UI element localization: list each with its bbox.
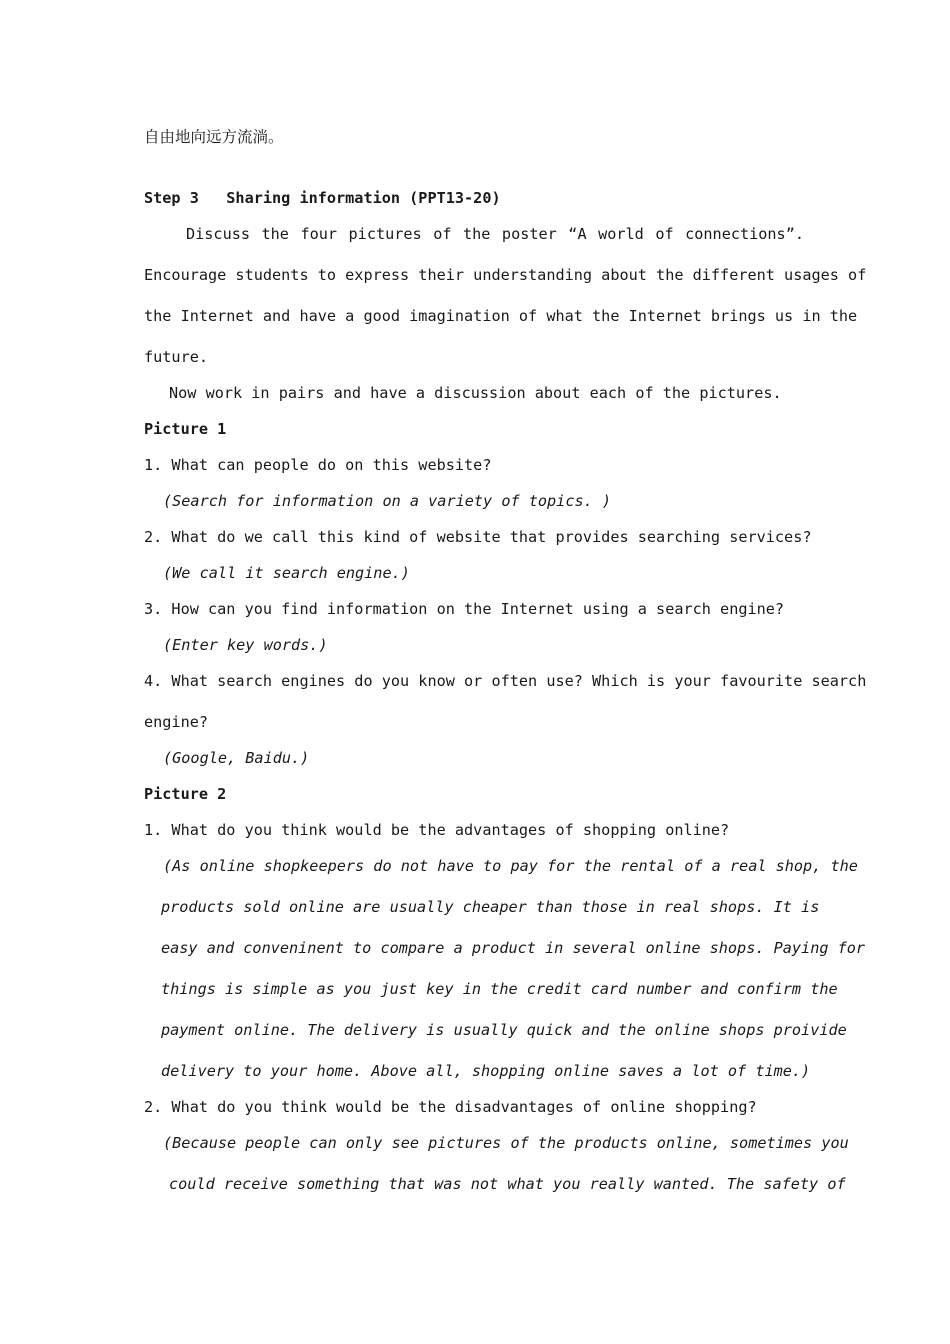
picture-1-question-4-line-1: 4. What search engines do you know or often use? Which is your favourite search (144, 672, 867, 690)
picture-2-answer-1-line-5: payment online. The delivery is usually quick and the online shops proivide (161, 1021, 847, 1039)
discussion-line-3: the Internet and have a good imagination of what the Internet brings us in the (144, 307, 858, 325)
picture-1-answer-2: (We call it search engine.) (163, 564, 410, 582)
picture-1-answer-3: (Enter key words.) (163, 636, 328, 654)
picture-2-answer-1-line-6: delivery to your home. Above all, shopping online saves a lot of time.) (161, 1062, 811, 1080)
step-heading: Step 3 Sharing information (PPT13-20) (144, 189, 501, 207)
discussion-line-4: future. (144, 348, 209, 366)
discussion-line-2: Encourage students to express their understanding about the different usages of (144, 266, 867, 284)
picture-2-heading: Picture 2 (144, 785, 227, 803)
picture-2-question-1: 1. What do you think would be the advantages of shopping online? (144, 821, 730, 839)
picture-2-answer-1-line-3: easy and conveninent to compare a product in several online shops. Paying for (161, 939, 866, 957)
picture-1-answer-1: (Search for information on a variety of topics. ) (163, 492, 612, 510)
picture-1-question-2: 2. What do we call this kind of website that provides searching services? (144, 528, 812, 546)
picture-1-heading: Picture 1 (144, 420, 227, 438)
picture-2-answer-1-line-4: things is simple as you just key in the credit card number and confirm the (161, 980, 838, 998)
picture-2-answer-2-line-1: (Because people can only see pictures of the products online, sometimes you (163, 1134, 849, 1152)
picture-2-answer-2-line-2: could receive something that was not what you really wanted. The safety of (169, 1175, 846, 1193)
picture-1-question-3: 3. How can you find information on the Internet using a search engine? (144, 600, 785, 618)
pair-work-instruction: Now work in pairs and have a discussion about each of the pictures. (169, 384, 782, 402)
intro-line: 自由地向远方流淌。 (144, 128, 284, 146)
discussion-line-1: Discuss the four pictures of the poster “A world of connections”. (186, 225, 804, 243)
picture-2-question-2: 2. What do you think would be the disadvantages of online shopping? (144, 1098, 757, 1116)
picture-1-question-1: 1. What can people do on this website? (144, 456, 492, 474)
picture-1-answer-4: (Google, Baidu.) (163, 749, 310, 767)
picture-1-question-4-line-2: engine? (144, 713, 209, 731)
picture-2-answer-1-line-2: products sold online are usually cheaper than those in real shops. It is (161, 898, 820, 916)
picture-2-answer-1-line-1: (As online shopkeepers do not have to pay for the rental of a real shop, the (163, 857, 858, 875)
